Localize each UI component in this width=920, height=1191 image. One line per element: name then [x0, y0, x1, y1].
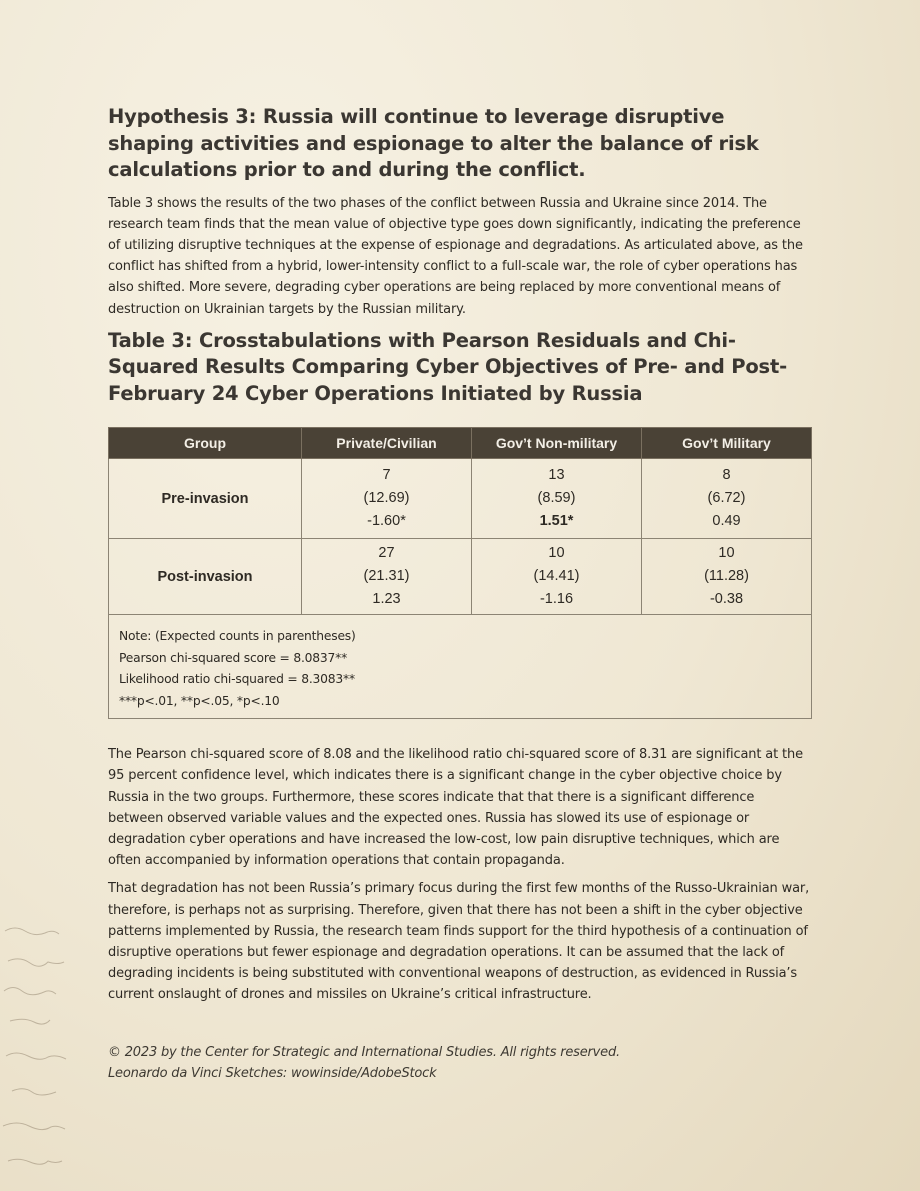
- table-row: [109, 459, 812, 539]
- pearson-residual: 1.23: [372, 591, 401, 608]
- observed-count: 10: [718, 545, 735, 562]
- pearson-residual: 1.51*: [539, 513, 574, 530]
- table-cell: [472, 459, 642, 539]
- row-label: Pre-invasion: [109, 459, 302, 539]
- footer: [108, 1042, 811, 1084]
- copyright-text: © 2023 by the Center for Strategic and International Studies. All rights reserved.: [108, 1044, 620, 1060]
- table-notes: [109, 615, 812, 719]
- observed-count: 8: [722, 467, 731, 484]
- observed-count: 10: [548, 545, 565, 562]
- table-header-row: [109, 428, 812, 459]
- hypothesis-paragraph: Table 3 shows the results of the two phases of the conflict between Russia and Ukraine since 2014. The research team finds that the mean value of objective type goes down significantly, indicating the preference of utilizing disruptive techniques at the expense of espionage and degradations. As articulated above, as the conflict has shifted from a hybrid, lower-intensity conflict to a full-scale war, the role of cyber operations has also shifted. More severe, degrading cyber operations are being replaced by more conventional means of destruction on Ukrainian targets by the Russian military.: [108, 195, 803, 317]
- table-cell: [302, 459, 472, 539]
- hypothesis-heading: Hypothesis 3: Russia will continue to leverage disruptive shaping activities and espionage to alter the balance of risk calculations prior to and during the conflict.: [108, 105, 759, 181]
- table-row: [109, 539, 812, 615]
- table-cell: [642, 459, 812, 539]
- page-content: [108, 104, 811, 1084]
- expected-count: (21.31): [363, 568, 410, 585]
- observed-count: 13: [548, 467, 565, 484]
- table-cell: [302, 539, 472, 615]
- note-line: Pearson chi-squared score = 8.0837**: [119, 650, 348, 665]
- pearson-residual: -1.16: [539, 591, 574, 608]
- note-line: Likelihood ratio chi-squared = 8.3083**: [119, 672, 355, 687]
- expected-count: (12.69): [363, 490, 410, 507]
- table-title: Table 3: Crosstabulations with Pearson Residuals and Chi-Squared Results Comparing Cyber Objectives of Pre- and Post-February 24 Cyber Operations Initiated by Russia: [108, 328, 787, 405]
- expected-count: (11.28): [704, 568, 749, 585]
- observed-count: 7: [382, 467, 391, 484]
- pearson-residual: 0.49: [712, 513, 741, 530]
- image-credit-text: Leonardo da Vinci Sketches: wowinside/AdobeStock: [108, 1065, 437, 1081]
- table-cell: [642, 539, 812, 615]
- expected-count: (8.59): [537, 490, 576, 507]
- table-notes-row: [109, 615, 812, 719]
- discussion-section: [108, 744, 811, 1005]
- header-private-civilian: Private/Civilian: [302, 428, 472, 459]
- note-line: ***p<.01, **p<.05, *p<.10: [119, 693, 280, 708]
- crosstab-table: [108, 427, 812, 719]
- table-cell: [472, 539, 642, 615]
- pearson-residual: -0.38: [709, 591, 744, 608]
- expected-count: (14.41): [533, 568, 580, 585]
- pearson-residual: -1.60*: [367, 513, 406, 530]
- row-label: Post-invasion: [109, 539, 302, 615]
- header-group: Group: [109, 428, 302, 459]
- expected-count: (6.72): [707, 490, 746, 507]
- discussion-paragraph: That degradation has not been Russia’s primary focus during the first few months of the Russo-Ukrainian war, therefore, is perhaps not as surprising. Therefore, given that there has not been a shift in the cyber objective patterns implemented by Russia, the research team finds support for the third hypothesis of a continuation of disruptive operations but fewer espionage and degradation operations. It can be assumed that the lack of degrading incidents is being substituted with conventional weapons of destruction, as evidenced in Russia’s current onslaught of drones and missiles on Ukraine’s critical infrastructure.: [108, 881, 810, 1003]
- observed-count: 27: [378, 545, 395, 562]
- header-govt-non-military: Gov’t Non-military: [472, 428, 642, 459]
- note-line: Note: (Expected counts in parentheses): [119, 629, 356, 644]
- header-govt-military: Gov’t Military: [642, 428, 812, 459]
- discussion-paragraph: The Pearson chi-squared score of 8.08 and the likelihood ratio chi-squared score of 8.31 are significant at the 95 percent confidence level, which indicates there is a significant change in the cyber objective choice by Russia in the two groups. Furthermore, these scores indicate that that there is a significant difference between observed variable values and the expected ones. Russia has slowed its use of espionage or degradation cyber operations and have increased the low-cost, low pain disruptive techniques, which are often accompanied by information operations that contain propaganda.: [108, 747, 803, 869]
